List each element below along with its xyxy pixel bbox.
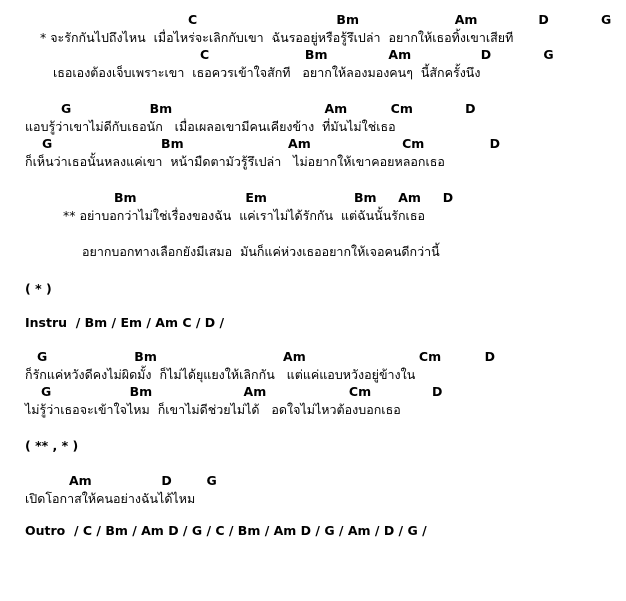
lyric-line: ก็เห็นว่าเธอนั้นหลงแค่เขา หน้ามืดตามัวรู้รึเปล่า ไม่อยากให้เขาคอยหลอกเธอ xyxy=(25,154,445,169)
lyric-line: ไม่รู้ว่าเธอจะเข้าใจไหม ก็เขาไม่ดีช่วยไม่ได้ อดใจไม่ไหวต้องบอกเธอ xyxy=(25,402,401,417)
lyric-line: * จะรักกันไปถึงไหน เมื่อไหร่จะเลิกกับเขา ฉันรออยู่หรือรู้รึเปล่า อยากให้เธอทิ้งเขาเสียที xyxy=(40,30,514,45)
chord-line: Am D G xyxy=(69,473,217,488)
repeat-marker: ( * ) xyxy=(25,281,52,296)
repeat-marker: ( ** , * ) xyxy=(25,438,79,453)
chord-line: C Bm Am D G xyxy=(188,12,612,27)
outro-line: Outro / C / Bm / Am D / G / C / Bm / Am D / G / Am / D / G / xyxy=(25,523,427,538)
lyric-line: อยากบอกทางเลือกยังมีเสมอ มันก็แค่ห่วงเธออยากให้เจอคนดีกว่านี้ xyxy=(82,244,440,259)
chord-line: G Bm Am Cm D xyxy=(41,384,443,399)
chord-line: C Bm Am D G xyxy=(200,47,554,62)
lyric-line: ** อย่าบอกว่าไม่ใช่เรื่องของฉัน แค่เราไม่ได้รักกัน แต่ฉันนั้นรักเธอ xyxy=(63,208,425,223)
chord-line: G Bm Am Cm D xyxy=(42,136,500,151)
chord-line: Bm Em Bm Am D xyxy=(114,190,454,205)
instru-line: Instru / Bm / Em / Am C / D / xyxy=(25,315,225,330)
lyric-line: แอบรู้ว่าเขาไม่ดีกับเธอนัก เมื่อเผลอเขามีคนเคียงข้าง ที่มันไม่ใช่เธอ xyxy=(25,119,396,134)
lyric-line: เปิดโอกาสให้คนอย่างฉันได้ไหม xyxy=(25,491,196,506)
chord-line: G Bm Am Cm D xyxy=(61,101,476,116)
chord-line: G Bm Am Cm D xyxy=(37,349,495,364)
lyric-line: เธอเองต้องเจ็บเพราะเขา เธอควรเข้าใจสักที อยากให้ลองมองคนๆ นี้สักครั้งนึง xyxy=(53,65,481,80)
lyric-line: ก็รักแค่หวังดีคงไม่ผิดมั้ง ก็ไม่ได้ยุแยงให้เลิกกัน แต่แค่แอบหวังอยู่ข้างใน xyxy=(25,367,416,382)
